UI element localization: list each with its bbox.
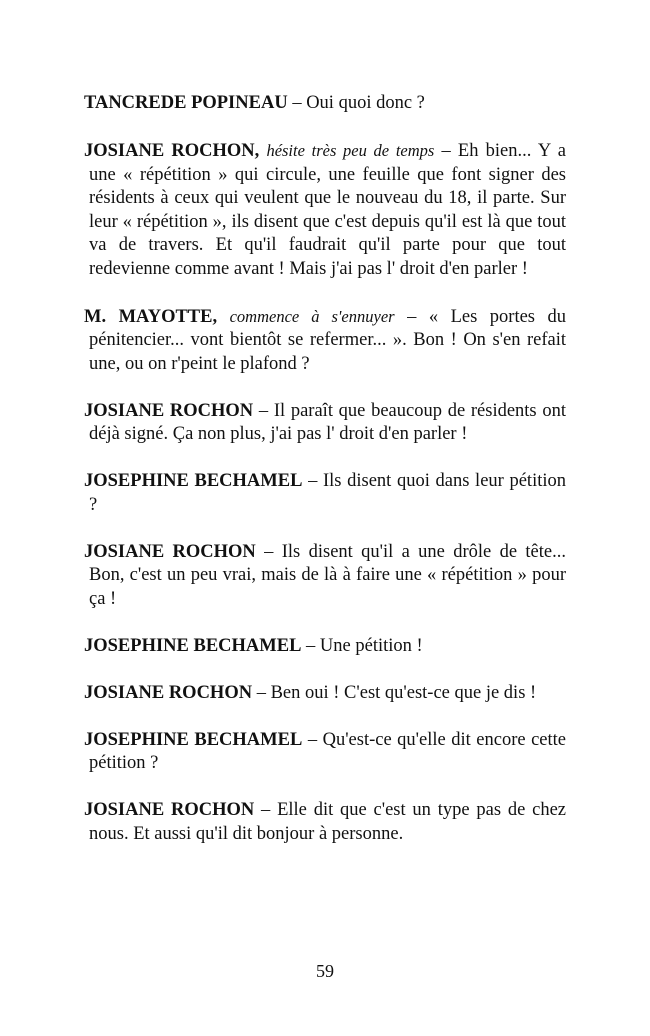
dialogue-text: – « Les portes du pénitencier... vont bientôt se refermer... ». Bon ! On s'en refait une, ou on r'peint le plafond ?: [89, 306, 566, 374]
dialogue-text: – Il paraît que beaucoup de résidents ont déjà signé. Ça non plus, j'ai pas l' droit d'en parler !: [89, 400, 566, 444]
dialogue-line: [84, 139, 566, 281]
page-number: 59: [316, 961, 334, 981]
dialogue-text: – Oui quoi donc ?: [287, 93, 425, 113]
dialogue-line: [84, 305, 566, 377]
speaker-name: TANCREDE POPINEAU: [84, 93, 288, 113]
speaker-name: M. MAYOTTE,: [84, 306, 218, 327]
dialogue-text: – Ben oui ! C'est qu'est-ce que je dis !: [252, 682, 537, 703]
dialogue-text: – Ils disent qu'il a une drôle de tête... Bon, c'est un peu vrai, mais de là à faire une « répétition » pour ça !: [89, 541, 566, 609]
speaker-name: JOSIANE ROCHON: [84, 682, 253, 703]
stage-direction: hésite très peu de temps: [266, 141, 435, 160]
dialogue-line: [84, 729, 566, 776]
dialogue-text: – Qu'est-ce qu'elle dit encore cette pétition ?: [89, 729, 566, 773]
dialogue-line: [84, 470, 566, 517]
speaker-name: JOSIANE ROCHON: [84, 541, 256, 562]
stage-direction: commence à s'ennuyer: [229, 306, 395, 326]
dialogue-text: – Elle dit que c'est un type pas de chez nous. Et aussi qu'il dit bonjour à personne.: [89, 800, 566, 844]
dialogue-line: [84, 799, 566, 846]
dialogue-line: [84, 541, 566, 612]
dialogue-line: [84, 682, 566, 706]
dialogue-line: [84, 635, 566, 659]
dialogue-text: – Une pétition !: [301, 635, 423, 656]
speaker-name: JOSEPHINE BECHAMEL: [84, 471, 303, 491]
speaker-name: JOSIANE ROCHON: [84, 800, 255, 820]
speaker-name: JOSIANE ROCHON: [84, 400, 254, 421]
script-page: [84, 92, 566, 870]
speaker-name: JOSEPHINE BECHAMEL: [84, 729, 303, 750]
dialogue-text: – Eh bien... Y a une « répétition » qui circule, une feuille que font signer des résidents à ceux qui veulent que le nouveau du 18, il parte. Sur leur « répétition », ils disent que c'est depuis qu'il est là que tout va de travers. Et qu'il faudrait qu'il parte pour que tout redevienne comme avant ! Mais j'ai pas l' droit d'en parler !: [89, 141, 566, 279]
speaker-name: JOSEPHINE BECHAMEL: [84, 635, 302, 656]
speaker-name: JOSIANE ROCHON,: [84, 141, 260, 161]
dialogue-text: – Ils disent quoi dans leur pétition ?: [89, 471, 566, 515]
dialogue-line: [84, 92, 566, 116]
dialogue-line: [84, 400, 566, 447]
